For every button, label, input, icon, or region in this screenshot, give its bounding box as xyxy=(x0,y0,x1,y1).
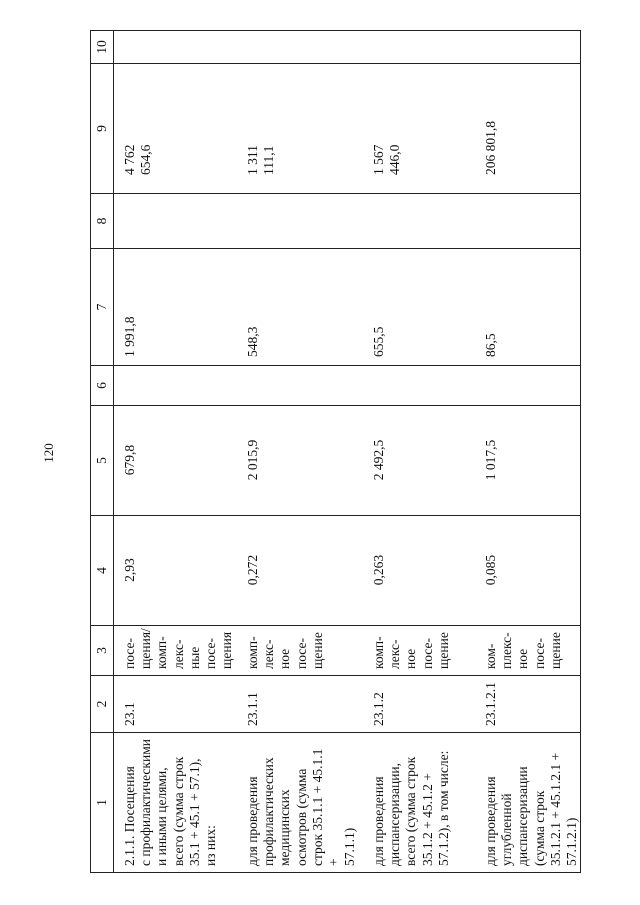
table-row xyxy=(237,31,363,873)
column-8-cell xyxy=(114,194,238,249)
unit-cell: посе- щения/ комп- лекс- ные посе- щения xyxy=(114,626,238,676)
row-name-cell: 2.1.1. Посещения с профилактическими и иными целями, всего (сумма строк 35.1 + 45.1 + 57.1), из них: xyxy=(114,733,238,873)
row-code-cell: 23.1.1 xyxy=(237,676,363,733)
data-table xyxy=(90,30,581,873)
column-10-cell xyxy=(475,31,581,64)
column-9-cell: 1 311 111,1 xyxy=(237,64,363,194)
column-5-cell: 679,8 xyxy=(114,406,238,516)
column-4-cell: 0,272 xyxy=(237,516,363,626)
unit-cell: комп- лекс- ное посе- щение xyxy=(237,626,363,676)
column-number-row xyxy=(91,31,114,873)
column-header-8: 8 xyxy=(91,194,114,249)
column-7-cell: 86,5 xyxy=(475,249,581,366)
page-number: 120 xyxy=(41,443,56,463)
column-7-cell: 655,5 xyxy=(363,249,475,366)
table-row xyxy=(363,31,475,873)
row-name-cell: для проведения углубленной диспансеризации (сумма строк 35.1.2.1 + 45.1.2.1 + 57.1.2.1) xyxy=(475,733,581,873)
column-header-2: 2 xyxy=(91,676,114,733)
column-4-cell: 0,085 xyxy=(475,516,581,626)
column-4-cell: 2,93 xyxy=(114,516,238,626)
column-header-4: 4 xyxy=(91,516,114,626)
column-5-cell: 2 015,9 xyxy=(237,406,363,516)
column-4-cell: 0,263 xyxy=(363,516,475,626)
column-10-cell xyxy=(114,31,238,64)
unit-cell: комп- лекс- ное посе- щение xyxy=(363,626,475,676)
row-name-cell: для проведения профилактических медицинских осмотров (сумма строк 35.1.1 + 45.1.1 + 57.1.1) xyxy=(237,733,363,873)
column-header-6: 6 xyxy=(91,366,114,406)
table-row xyxy=(114,31,238,873)
column-header-7: 7 xyxy=(91,249,114,366)
column-6-cell xyxy=(237,366,363,406)
column-8-cell xyxy=(237,194,363,249)
column-5-cell: 1 017,5 xyxy=(475,406,581,516)
table-frame xyxy=(90,31,595,873)
column-header-9: 9 xyxy=(91,64,114,194)
row-code-cell: 23.1.2 xyxy=(363,676,475,733)
column-header-1: 1 xyxy=(91,733,114,873)
column-8-cell xyxy=(475,194,581,249)
unit-cell: ком- плекс- ное посе- щение xyxy=(475,626,581,676)
row-name-cell: для проведения диспансеризации, всего (сумма строк 35.1.2 + 45.1.2 + 57.1.2), в том числе: xyxy=(363,733,475,873)
column-10-cell xyxy=(237,31,363,64)
column-9-cell: 206 801,8 xyxy=(475,64,581,194)
column-10-cell xyxy=(363,31,475,64)
row-code-cell: 23.1 xyxy=(114,676,238,733)
column-9-cell: 1 567 446,0 xyxy=(363,64,475,194)
table-row xyxy=(475,31,581,873)
column-9-cell: 4 762 654,6 xyxy=(114,64,238,194)
column-header-5: 5 xyxy=(91,406,114,516)
row-code-cell: 23.1.2.1 xyxy=(475,676,581,733)
column-header-3: 3 xyxy=(91,626,114,676)
column-6-cell xyxy=(475,366,581,406)
column-6-cell xyxy=(363,366,475,406)
column-8-cell xyxy=(363,194,475,249)
column-7-cell: 548,3 xyxy=(237,249,363,366)
column-header-10: 10 xyxy=(91,31,114,64)
column-6-cell xyxy=(114,366,238,406)
table-wrapper xyxy=(90,31,595,873)
column-5-cell: 2 492,5 xyxy=(363,406,475,516)
column-7-cell: 1 991,8 xyxy=(114,249,238,366)
